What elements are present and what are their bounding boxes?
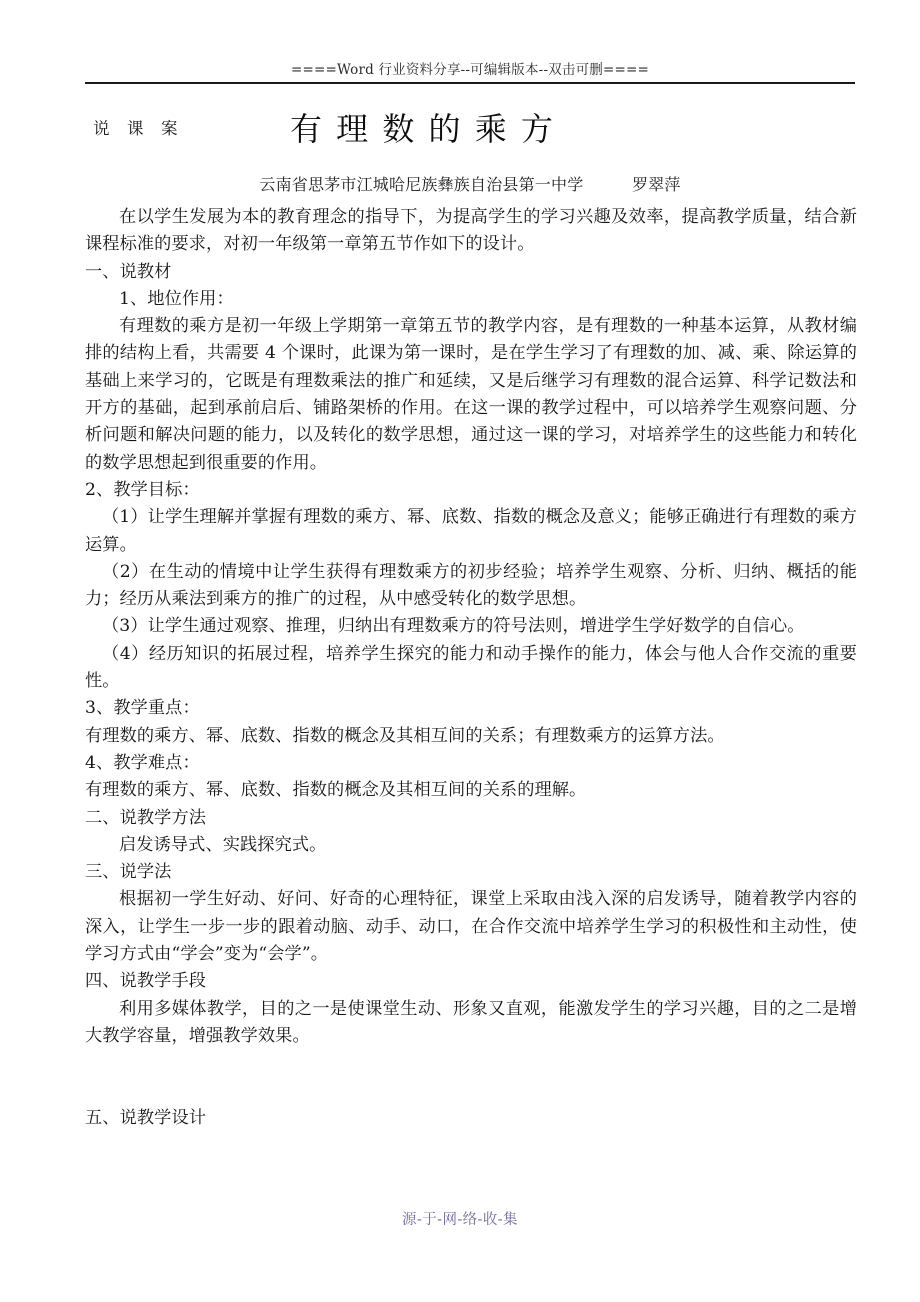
document-body xyxy=(85,204,857,1132)
paragraph-sec-1-2-heading: 2、教学目标： xyxy=(85,479,200,500)
paragraph-sec-2-body: 启发诱导式、实践探究式。 xyxy=(119,834,327,855)
paragraph-goal-4: （4）经历知识的拓展过程，培养学生探究的能力和动手操作的能力，体会与他人合作交流的重要性。 xyxy=(85,643,857,692)
paragraph-sec-1-4-heading: 4、教学难点： xyxy=(85,752,200,773)
paragraph-sec-1-1-heading: 1、地位作用： xyxy=(119,288,234,309)
paragraph-sec-1-heading: 一、说教材 xyxy=(85,261,172,282)
paragraph-intro: 在以学生发展为本的教育理念的指导下，为提高学生的学习兴趣及效率，提高教学质量，结合新课程标准的要求，对初一年级第一章第五节作如下的设计。 xyxy=(85,207,857,255)
page-header xyxy=(85,62,855,84)
author-byline: 云南省思茅市江城哈尼族彝族自治县第一中学 罗翠萍 xyxy=(259,175,681,194)
paragraph-goal-3: （3）让学生通过观察、推理，归纳出有理数乘方的符号法则，增进学生学好数学的自信心。 xyxy=(102,616,805,637)
document-kind-label: 说 课 案 xyxy=(93,119,178,138)
paragraph-sec-2-heading: 二、说教学方法 xyxy=(85,807,207,828)
paragraph-goal-2: （2）在生动的情境中让学生获得有理数乘方的初步经验；培养学生观察、分析、归纳、概括的能力；经历从乘法到乘方的推广的过程，从中感受转化的数学思想。 xyxy=(85,561,857,610)
page-footer xyxy=(0,1208,920,1229)
paragraph-sec-1-4-body: 有理数的乘方、幂、底数、指数的概念及其相互间的关系的理解。 xyxy=(85,780,587,801)
footer-watermark-text: 源-于-网-络-收-集 xyxy=(402,1212,518,1228)
paragraph-sec-1-1-body: 有理数的乘方是初一年级上学期第一章第五节的教学内容，是有理数的一种基本运算，从教材编排的结构上看，共需要 4 个课时，此课为第一课时，是在学生学习了有理数的加、减、乘、除运算的基础上来学习的，它既是有理数乘法的推广和延续，又是后继学习有理数的混合运算、科学记数法和开方的基础，起到承前启后、铺路架桥的作用。在这一课的教学过程中，可以培养学生观察问题、分析问题和解决问题的能力，以及转化的数学思想，通过这一课的学习，对培养学生的这些能力和转化的数学思想起到很重要的作用。 xyxy=(85,316,857,473)
paragraph-sec-1-3-heading: 3、教学重点： xyxy=(85,698,200,719)
paragraph-sec-3-heading: 三、说学法 xyxy=(85,862,172,883)
header-watermark-text: ====Word 行业资料分享--可编辑版本--双击可删==== xyxy=(290,62,650,78)
title-row xyxy=(85,104,855,160)
paragraph-sec-3-body: 根据初一学生好动、好问、好奇的心理特征，课堂上采取由浅入深的启发诱导，随着教学内容的深入，让学生一步一步的跟着动脑、动手、动口，在合作交流中培养学生学习的积极性和主动性，使学习方式由“学会”变为“会学”。 xyxy=(85,889,857,965)
paragraph-sec-4-body: 利用多媒体教学，目的之一是使课堂生动、形象又直观，能激发学生的学习兴趣，目的之二是增大教学容量，增强教学效果。 xyxy=(85,998,857,1046)
paragraph-goal-1: （1）让学生理解并掌握有理数的乘方、幂、底数、指数的概念及意义；能够正确进行有理数的乘方运算。 xyxy=(85,507,857,555)
paragraph-sec-4-heading: 四、说教学手段 xyxy=(85,971,207,992)
header-divider-rule xyxy=(85,82,855,84)
paragraph-sec-5-heading: 五、说教学设计 xyxy=(85,1107,207,1128)
page-title: 有 理 数 的 乘 方 xyxy=(290,110,555,148)
paragraph-sec-1-3-body: 有理数的乘方、幂、底数、指数的概念及其相互间的关系；有理数乘方的运算方法。 xyxy=(85,725,725,746)
